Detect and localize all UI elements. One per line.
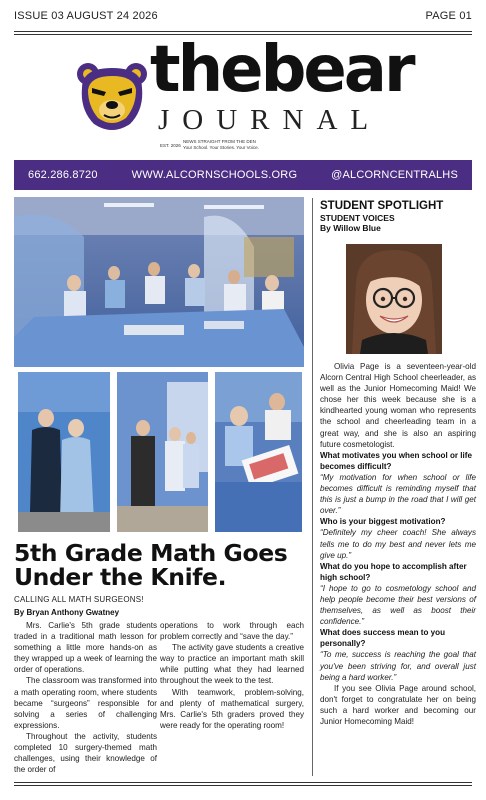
article-kicker: CALLING ALL MATH SURGEONS! [14,595,144,604]
bear-logo [74,58,150,134]
interview-answer: “Definitely my cheer coach! She always tells me to do my best and never lets me give up.” [320,528,476,560]
article-column-2 [160,620,304,731]
spotlight-outro: If you see Olivia Page around school, don't forget to congratulate her on being such a hard worker and becoming our Junior Homecoming Maid! [320,683,476,726]
website-link[interactable]: WWW.ALCORNSCHOOLS.ORG [131,169,298,181]
tagline-line-2: Your School. Your Stories. Your Voice. [183,145,259,150]
article-headline: 5th Grade Math Goes Under the Knife. [14,539,288,591]
issue-date: ISSUE 03 AUGUST 24 2026 [14,10,158,22]
article-paragraph: Throughout the activity, students completed 10 surgery-themed math challenges, using their knowledge of the order of [14,731,157,775]
interview-answer: “My motivation for when school or life becomes difficult is reminding myself that this is just a bump in the road that I will get over.” [320,472,476,516]
article-paragraph: With teamwork, problem-solving, and plenty of mathematical surgery, Mrs. Carlie's 5th graders proved they were ready for the operating room! [160,687,304,730]
bottom-rule [14,782,472,786]
article-paragraph-continued: operations to work through each problem correctly and “save the day.” [160,621,304,642]
page-number: PAGE 01 [425,10,472,22]
spotlight-subheading: STUDENT VOICES [320,213,395,223]
students-photo [117,372,208,532]
masthead-subtitle: JOURNAL [158,104,382,136]
social-handle[interactable]: @ALCORNCENTRALHS [331,169,458,181]
spotlight-body [320,361,476,727]
established-year: EST. 2026 [160,143,181,148]
article-paragraph: Mrs. Carlie's 5th grade students traded in a traditional math lesson for something a little more hands-on as they wrapped up a week of learning the order of operations. [14,621,157,675]
article-paragraph: The classroom was transformed into a math operating room, where students became “surgeons” responsible for solving a series of challenging expressions. [14,676,157,730]
interview-question: What does success mean to you personally? [320,628,446,649]
interview-answer: “I hope to go to cosmetology school and help people become their best versions of themselves, as well as boost their confidence.” [320,583,476,627]
article-paragraph: The activity gave students a creative way to practice an important math skill while putting what they had learned throughout the week to the test. [160,643,304,686]
issue-bar [14,10,472,26]
teachers-photo [18,372,110,532]
spotlight-byline: By Willow Blue [320,223,381,233]
article-byline: By Bryan Anthony Gwatney [14,608,120,617]
tagline-line-1: NEWS STRAIGHT FROM THE DEN [183,139,256,144]
masthead-title: thebear [150,33,413,107]
interview-question: What do you hope to accomplish after high school? [320,561,467,582]
tagline [183,139,259,151]
spotlight-heading: STUDENT SPOTLIGHT [320,200,444,212]
classroom-photo [14,197,304,367]
article-column-1 [14,620,157,775]
interview-answer: “To me, success is reaching the goal that you've been striving for, and overall just being a hard worker.” [320,650,476,682]
surgery-table-photo [215,372,302,532]
spotlight-intro: Olivia Page is a seventeen-year-old Alcorn Central High School cheerleader, as well as the Junior Homecoming Maid! We chose her this week because she is a kindhearted young woman who represents the school and cheerleading team in a great way, and she is also an aspiring future cosmetologist. [320,362,476,449]
column-divider [312,198,313,776]
interview-question: What motivates you when school or life becomes difficult? [320,450,473,471]
contact-banner [14,160,472,190]
interview-question: Who is your biggest motivation? [320,517,446,527]
phone-number: 662.286.8720 [28,169,98,181]
student-portrait [346,244,442,354]
